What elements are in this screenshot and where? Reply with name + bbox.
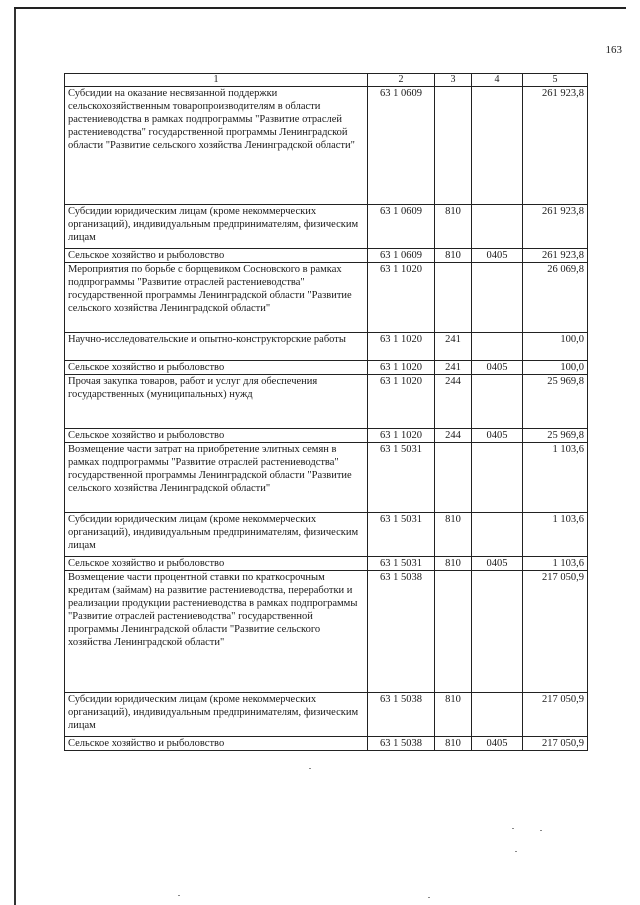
cell-code: 63 1 5031 — [368, 443, 435, 513]
scan-speck — [540, 830, 542, 831]
cell-section: 0405 — [472, 557, 523, 571]
cell-name: Субсидии юридическим лицам (кроме некоммерческих организаций), индивидуальным предпринимателям, физическим лицам — [65, 205, 368, 249]
header-cell-2: 2 — [368, 74, 435, 87]
cell-code: 63 1 0609 — [368, 249, 435, 263]
cell-code: 63 1 1020 — [368, 263, 435, 333]
cell-code: 63 1 5038 — [368, 737, 435, 751]
cell-code: 63 1 1020 — [368, 429, 435, 443]
cell-sum: 1 103,6 — [523, 557, 588, 571]
cell-sum: 26 069,8 — [523, 263, 588, 333]
cell-name: Сельское хозяйство и рыболовство — [65, 249, 368, 263]
cell-vr — [435, 87, 472, 205]
table-row — [65, 737, 588, 751]
cell-name: Прочая закупка товаров, работ и услуг для обеспечения государственных (муниципальных) нужд — [65, 375, 368, 429]
header-cell-5: 5 — [523, 74, 588, 87]
table-row — [65, 333, 588, 361]
scan-speck — [428, 897, 430, 898]
cell-code: 63 1 1020 — [368, 375, 435, 429]
cell-code: 63 1 5038 — [368, 571, 435, 693]
scan-speck — [178, 895, 180, 896]
cell-vr: 241 — [435, 333, 472, 361]
cell-code: 63 1 0609 — [368, 205, 435, 249]
cell-sum: 261 923,8 — [523, 249, 588, 263]
cell-sum: 25 969,8 — [523, 375, 588, 429]
cell-vr: 244 — [435, 375, 472, 429]
cell-vr — [435, 263, 472, 333]
scan-speck — [515, 851, 517, 852]
cell-code: 63 1 1020 — [368, 333, 435, 361]
cell-name: Научно-исследовательские и опытно-конструкторские работы — [65, 333, 368, 361]
cell-vr — [435, 571, 472, 693]
cell-sum: 217 050,9 — [523, 571, 588, 693]
cell-section — [472, 205, 523, 249]
cell-code: 63 1 0609 — [368, 87, 435, 205]
cell-section — [472, 263, 523, 333]
header-cell-3: 3 — [435, 74, 472, 87]
cell-section: 0405 — [472, 361, 523, 375]
cell-sum: 100,0 — [523, 361, 588, 375]
cell-code: 63 1 5031 — [368, 513, 435, 557]
cell-sum: 217 050,9 — [523, 737, 588, 751]
cell-section: 0405 — [472, 429, 523, 443]
page-number: 163 — [605, 44, 622, 56]
table-row — [65, 263, 588, 333]
cell-section — [472, 571, 523, 693]
table-row — [65, 429, 588, 443]
cell-vr: 241 — [435, 361, 472, 375]
cell-name: Сельское хозяйство и рыболовство — [65, 361, 368, 375]
cell-section — [472, 693, 523, 737]
cell-vr: 810 — [435, 513, 472, 557]
cell-name: Мероприятия по борьбе с борщевиком Сосновского в рамках подпрограммы "Развитие отраслей растениеводства" государственной программы Ленинградской области "Развитие сельского хозяйства Ленинградской области" — [65, 263, 368, 333]
scan-speck — [512, 828, 514, 829]
table-row — [65, 361, 588, 375]
cell-sum: 25 969,8 — [523, 429, 588, 443]
header-cell-4: 4 — [472, 74, 523, 87]
cell-sum: 1 103,6 — [523, 513, 588, 557]
table-row — [65, 205, 588, 249]
budget-table-body — [65, 74, 588, 751]
budget-table — [64, 73, 588, 751]
cell-name: Сельское хозяйство и рыболовство — [65, 429, 368, 443]
cell-name: Сельское хозяйство и рыболовство — [65, 557, 368, 571]
table-row — [65, 693, 588, 737]
table-row — [65, 557, 588, 571]
cell-vr: 244 — [435, 429, 472, 443]
cell-sum: 100,0 — [523, 333, 588, 361]
table-row — [65, 375, 588, 429]
table-row — [65, 87, 588, 205]
cell-section — [472, 87, 523, 205]
cell-name: Сельское хозяйство и рыболовство — [65, 737, 368, 751]
left-border-line — [14, 9, 16, 905]
cell-sum: 217 050,9 — [523, 693, 588, 737]
cell-vr: 810 — [435, 693, 472, 737]
cell-section — [472, 375, 523, 429]
cell-vr — [435, 443, 472, 513]
cell-vr: 810 — [435, 249, 472, 263]
scan-speck — [309, 768, 311, 769]
cell-section: 0405 — [472, 249, 523, 263]
cell-name: Возмещение части затрат на приобретение элитных семян в рамках подпрограммы "Развитие отраслей растениеводства" государственной программы Ленинградской области "Развитие сельского хозяйства Ленинградской области" — [65, 443, 368, 513]
table-row — [65, 443, 588, 513]
cell-code: 63 1 5031 — [368, 557, 435, 571]
cell-vr: 810 — [435, 557, 472, 571]
cell-name: Субсидии юридическим лицам (кроме некоммерческих организаций), индивидуальным предпринимателям, физическим лицам — [65, 693, 368, 737]
cell-name: Субсидии на оказание несвязанной поддержки сельскохозяйственным товаропроизводителям в области растениеводства в рамках подпрограммы "Развитие отраслей растениеводства" государственной программы Ленинградской области "Развитие сельского хозяйства Ленинградской области" — [65, 87, 368, 205]
cell-sum: 1 103,6 — [523, 443, 588, 513]
cell-section — [472, 513, 523, 557]
top-border-line — [14, 7, 626, 9]
cell-code: 63 1 5038 — [368, 693, 435, 737]
cell-name: Субсидии юридическим лицам (кроме некоммерческих организаций), индивидуальным предпринимателям, физическим лицам — [65, 513, 368, 557]
cell-code: 63 1 1020 — [368, 361, 435, 375]
cell-sum: 261 923,8 — [523, 87, 588, 205]
cell-sum: 261 923,8 — [523, 205, 588, 249]
table-row — [65, 571, 588, 693]
cell-name: Возмещение части процентной ставки по краткосрочным кредитам (займам) на развитие растениеводства, переработки и реализации продукции растениеводства в рамках подпрограммы "Развитие отраслей растениеводства" государственной программы Ленинградской области "Развитие сельского хозяйства Ленинградской области" — [65, 571, 368, 693]
cell-section — [472, 443, 523, 513]
cell-vr: 810 — [435, 737, 472, 751]
cell-section — [472, 333, 523, 361]
table-header-row — [65, 74, 588, 87]
cell-section: 0405 — [472, 737, 523, 751]
table-row — [65, 249, 588, 263]
table-row — [65, 513, 588, 557]
cell-vr: 810 — [435, 205, 472, 249]
header-cell-1: 1 — [65, 74, 368, 87]
